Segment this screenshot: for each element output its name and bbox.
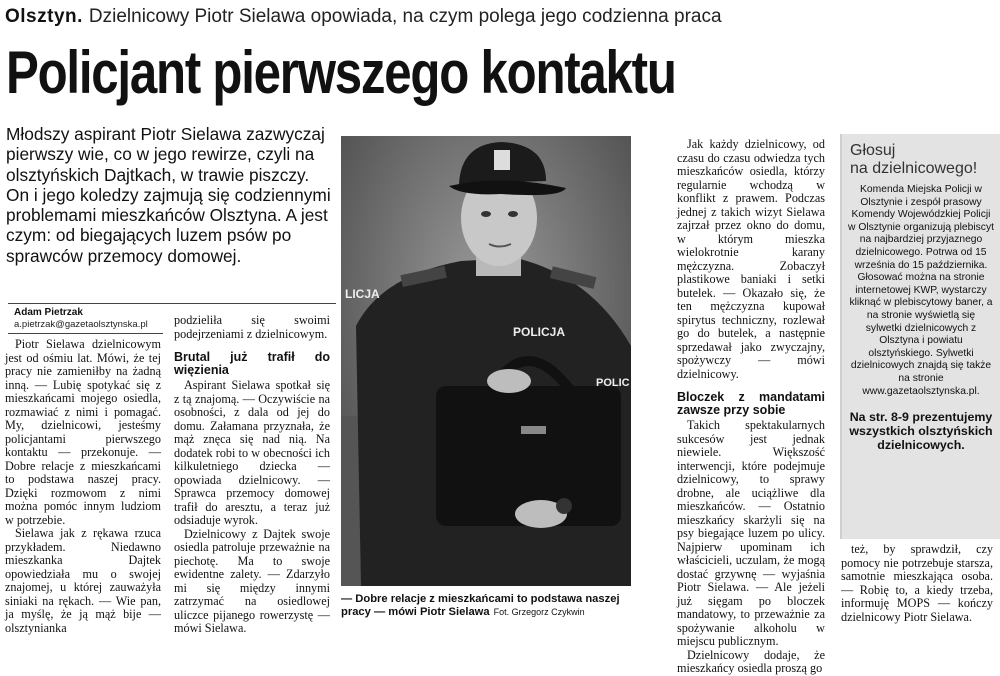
paragraph: Aspirant Sielawa spotkał się z tą znajomą. — Oczywiście na osobności, z dala od jej do domu. Załamana przyznała, że mąż znęca się nad nią. Na dodatek robi to w obecności ich kilkuletniego dziecka — opowiada dzielnicowy. — Sprawca przemocy domowej trafił do aresztu, a teraz już odsiaduje wyrok. bbox=[174, 378, 330, 527]
paragraph: Jak każdy dzielnicowy, od czasu do czasu odwiedza tych mieszkańców osiedla, którzy regularnie wchodzą w konflikt z prawem. Podczas jednej z takich wizyt Sielawa zajrzał przez okno do domu, w którym mieszka wielokrotnie karany mężczyzna. Zobaczył plastikowe baniaki i setki butelek. — Okazało się, że ten mężczyzna kupował spirytus techniczny, rozlewał go do butelek, a następnie sprzedawał jako zwyczajny, spożywczy — mówi dzielnicowy. bbox=[677, 137, 825, 381]
badge-left: LICJA bbox=[345, 287, 380, 301]
kicker bbox=[5, 6, 722, 28]
article-column-4 bbox=[841, 543, 993, 624]
divider bbox=[8, 303, 336, 304]
author-name: Adam Pietrzak bbox=[14, 307, 83, 318]
paragraph: Sielawa jak z rękawa rzuca przykładem. Niedawno mieszkanka Dajtek opowiedziała mu o swojej znajomej, u której zauważyła siniaki na rękach. — Wie pan, ja myślę, że ją mąż bije — olsztynianka bbox=[5, 526, 161, 635]
box-text: Komenda Miejska Policji w Olsztynie i zespół prasowy Komendy Wojewódzkiej Policji w Olsztynie organizują plebiscyt na najbardziej przyjaznego dzielnicowego. Potrwa od 15 września do 15 października. Głosować można na stronie internetowej KWP, wystarczy kliknąć w plebiscytowy baner, a na stronie wyświetlą się sylwetki dzielnicowych z Olsztyna i powiatu olsztyńskiego. Sylwetki dzielnicowych znajdą się także na stronie www.gazetaolsztynska.pl. bbox=[848, 184, 994, 397]
vote-box bbox=[840, 134, 1000, 539]
box-title-line2: na dzielnicowego! bbox=[850, 160, 978, 177]
box-title-line1: Głosuj bbox=[850, 142, 896, 159]
paragraph: Dzielnicowy dodaje, że mieszkańcy osiedla proszą go bbox=[677, 647, 825, 675]
photo-caption bbox=[341, 593, 641, 619]
photo-credit: Fot. Grzegorz Czykwin bbox=[493, 607, 585, 617]
caption-text: — Dobre relacje z mieszkańcami to podstawa naszej pracy — mówi Piotr Sielawa bbox=[341, 593, 620, 618]
paragraph: Dzielnicowy z Dajtek swoje osiedla patroluje przeważnie na piechotę. Ma to swoje ewidentne zalety. — Zdarzyło mi się między innymi zatrzymać na osiedlowej uliczce pijanego rowerzystę — mówi Sielawa. bbox=[174, 526, 330, 635]
badge-chest: POLICJA bbox=[513, 325, 566, 339]
paragraph: też, by sprawdził, czy pomocy nie potrzebuje starsza, samotnie mieszkająca osoba. — Robię to, a kiedy trzeba, informuję MOPS — kończy dzielnicowy Piotr Sielawa. bbox=[841, 542, 993, 624]
article-column-1 bbox=[5, 338, 161, 635]
policeman-illustration bbox=[341, 136, 631, 586]
divider bbox=[8, 333, 163, 334]
photo-policeman bbox=[341, 136, 631, 586]
headline: Policjant pierwszego kontaktu bbox=[6, 39, 676, 106]
author-email[interactable]: a.pietrzak@gazetaolsztynska.pl bbox=[14, 319, 148, 330]
subheading: Brutal już trafił do więzienia bbox=[174, 350, 330, 377]
badge-arm: POLIC bbox=[596, 377, 630, 389]
kicker-place: Olsztyn. bbox=[5, 6, 83, 27]
paragraph: Takich spektakularnych sukcesów jest jednak niewiele. Większość interwencji, które podejmuje dzielnicowy, to sprawy drobne, ale uciążliwe dla mieszkańców. — Ostatnio mieszkańcy skarżyli się na psy biegające luzem po ulicy. Najpierw upominam ich właścicieli, uczulam, że mogą dostać grzywnę — wyjaśnia Piotr Sielawa. — Ale jeżeli już sięgam po bloczek mandatowy, to przeważnie za spożywanie alkoholu w miejscu publicznym. bbox=[677, 418, 825, 648]
article-column-2 bbox=[174, 314, 330, 636]
lead-paragraph: Młodszy aspirant Piotr Sielawa zazwyczaj pierwszy wie, co w jego rewirze, czyli na olsztyńskich Dajtkach, w trawie piszczy. On i jego koledzy zajmują się codziennymi problemami mieszkańców Olsztyna. A jest czym: od biegających luzem psów po sprawców przemocy domowej. bbox=[6, 124, 331, 266]
article-column-3 bbox=[677, 138, 825, 676]
paragraph: Piotr Sielawa dzielnicowym jest od ośmiu lat. Mówi, że tej pracy nie zamieniłby na żadną inną. — Lubię spotykać się z mieszkańcami mojego osiedla, rozmawiać z nimi i pomagać. My, dzielnicowi, jesteśmy policjantami pierwszego kontaktu — przekonuje. — Dobre relacje z mieszkańcami to podstawa naszej pracy. Dzięki rozmowom z nimi można pomóc innym ludziom w potrzebie. bbox=[5, 337, 161, 527]
kicker-subtitle: Dzielnicowy Piotr Sielawa opowiada, na czym polega jego codzienna praca bbox=[88, 6, 722, 27]
paragraph: podzieliła się swoimi podejrzeniami z dzielnicowym. bbox=[174, 313, 330, 341]
box-title bbox=[842, 134, 1000, 178]
subheading: Bloczek z mandatami zawsze przy sobie bbox=[677, 390, 825, 417]
box-footer: Na str. 8-9 prezentujemy wszystkich olsztyńskich dzielnicowych. bbox=[849, 410, 993, 453]
